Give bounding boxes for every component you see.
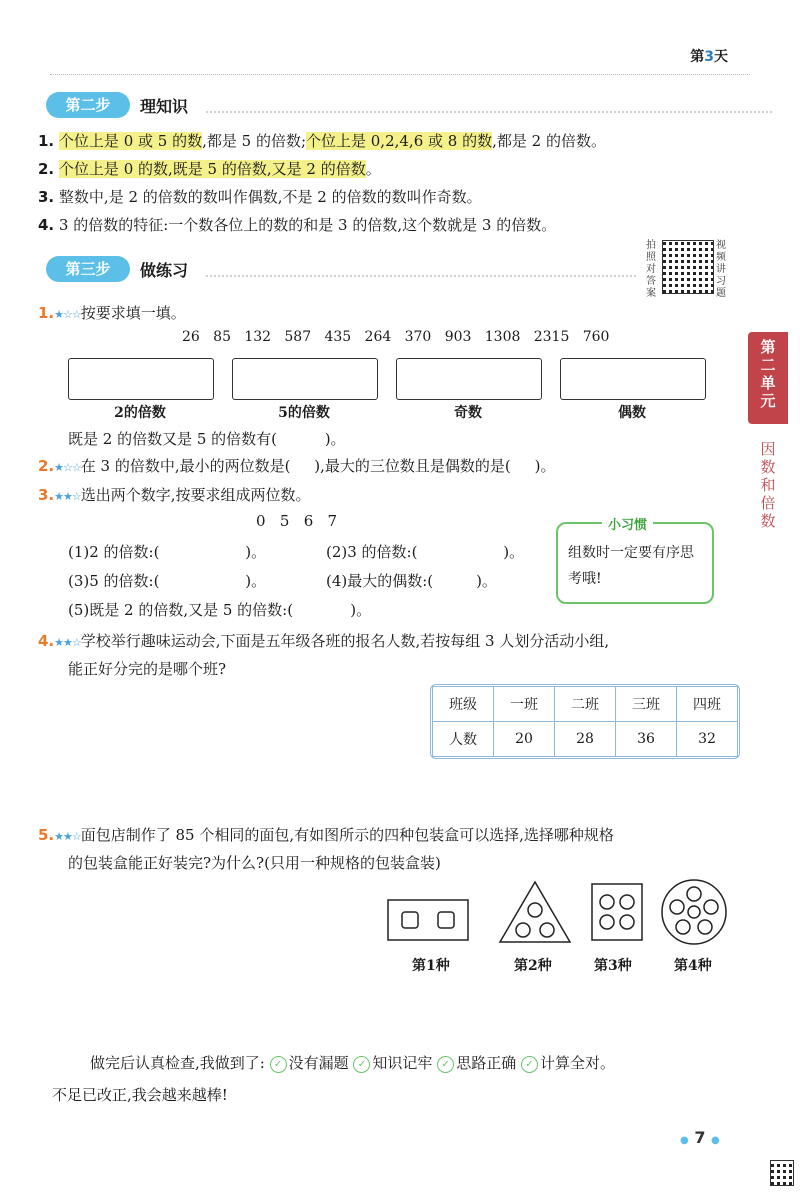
class-table [430,684,740,759]
step2-dash [206,111,772,113]
q4-line1: 4.★★☆学校举行趣味运动会,下面是五年级各班的报名人数,若按每组 3 人划分活动小组, [38,632,610,650]
package-2-triangle-icon [500,882,570,942]
table-cell: 二班 [555,687,616,722]
table-cell: 32 [677,722,738,757]
step3-badge: 第三步 [46,256,130,282]
q3-digits: 0 5 6 7 [256,512,338,530]
check-icon[interactable]: ✓ [353,1056,370,1073]
q5-line1: 5.★★☆面包店制作了 85 个相同的面包,有如图所示的四种包装盒可以选择,选择哪种规格 [38,826,614,844]
star-rating-icon: ★★☆ [54,830,81,843]
q2: 2.★☆☆在 3 的倍数中,最小的两位数是( ),最大的三位数且是偶数的是( )。 [38,457,556,475]
answer-box-even[interactable] [560,358,706,400]
step2-header [46,92,726,118]
star-rating-icon: ★★☆ [54,636,81,649]
dot-icon: ● [711,1135,720,1146]
table-cell: 28 [555,722,616,757]
table-row [433,687,738,722]
package-label-1: 第1种 [412,958,450,974]
q3-prompt: 3.★★☆选出两个数字,按要求组成两位数。 [38,486,311,504]
table-cell: 20 [494,722,555,757]
step2-title: 理知识 [140,97,189,116]
q3-item-5: (5)既是 2 的倍数,又是 5 的倍数:( )。 [68,601,372,619]
q3-item-3: (3)5 的倍数:( )。 [68,572,267,590]
answer-box-odd[interactable] [396,358,542,400]
package-diagrams [380,876,740,956]
package-label-4: 第4种 [674,958,712,974]
step2-badge: 第二步 [46,92,130,118]
q3-item-4: (4)最大的偶数:( )。 [326,572,497,590]
table-cell: 四班 [677,687,738,722]
dot-icon: ● [680,1135,689,1146]
q1-follow: 既是 2 的倍数又是 5 的倍数有( )。 [68,430,346,448]
habit-tip-title: 小习惯 [602,514,653,533]
page-number: ● 7 ● [680,1128,720,1147]
q1-prompt: 1.★☆☆按要求填一填。 [38,304,186,322]
knowledge-4: 4. 3 的倍数的特征:一个数各位上的数的和是 3 的倍数,这个数就是 3 的倍数。 [38,216,557,234]
table-cell: 36 [616,722,677,757]
check-icon[interactable]: ✓ [270,1056,287,1073]
table-row [433,722,738,757]
step3-dash [206,275,636,277]
day-label: 第3天 [690,49,728,65]
q1-numbers: 26 85 132 587 435 264 370 903 1308 2315 760 [182,329,610,345]
star-rating-icon: ★★☆ [54,490,81,503]
box-label-even: 偶数 [618,405,646,421]
table-cell: 班级 [433,687,494,722]
header-divider [50,74,750,75]
table-cell: 人数 [433,722,494,757]
unit-side-tab: 第二单元 [748,332,788,424]
package-label-2: 第2种 [514,958,552,974]
unit-side-subtitle: 因数和倍数 [760,440,776,530]
star-rating-icon: ★☆☆ [54,308,81,321]
table-cell: 三班 [616,687,677,722]
box-label-2-multiples: 2的倍数 [114,405,166,421]
knowledge-2: 2. 个位上是 0 的数,既是 5 的倍数,又是 2 的倍数。 [38,160,381,178]
answer-box-5-multiples[interactable] [232,358,378,400]
package-label-3: 第3种 [594,958,632,974]
step3-header [46,256,646,282]
qr-code-answers[interactable] [662,240,714,294]
box-label-odd: 奇数 [454,405,482,421]
q5-line2: 的包装盒能正好装完?为什么?(只用一种规格的包装盒装) [68,854,441,872]
habit-tip-text: 组数时一定要有序思考哦! [568,545,694,587]
q3-item-1: (1)2 的倍数:( )。 [68,543,267,561]
star-rating-icon: ★☆☆ [54,461,81,474]
knowledge-1: 1. 个位上是 0 或 5 的数,都是 5 的倍数;个位上是 0,2,4,6 或 8 的数,都是 2 的倍数。 [38,132,606,150]
table-cell: 一班 [494,687,555,722]
check-icon[interactable]: ✓ [521,1056,538,1073]
qr-code-corner[interactable] [770,1160,794,1186]
package-1-rectangle-icon [388,900,468,940]
package-3-square-icon [592,884,642,940]
self-check-line1: 做完后认真检查,我做到了: ✓ 没有漏题 ✓ 知识记牢 ✓ 思路正确 ✓ 计算全对。 [90,1054,616,1072]
q3-item-2: (2)3 的倍数:( )。 [326,543,525,561]
self-check-line2: 不足已改正,我会越来越棒! [52,1086,228,1104]
answer-box-2-multiples[interactable] [68,358,214,400]
box-label-5-multiples: 5的倍数 [278,405,330,421]
qr-right-caption: 视频讲习题 [716,240,726,299]
q4-line2: 能正好分完的是哪个班? [68,660,227,678]
check-icon[interactable]: ✓ [437,1056,454,1073]
qr-left-caption: 拍照对答案 [646,240,656,299]
package-4-circle-icon [662,880,726,944]
step3-title: 做练习 [140,261,189,280]
knowledge-3: 3. 整数中,是 2 的倍数的数叫作偶数,不是 2 的倍数的数叫作奇数。 [38,188,482,206]
habit-tip-box [556,518,714,604]
